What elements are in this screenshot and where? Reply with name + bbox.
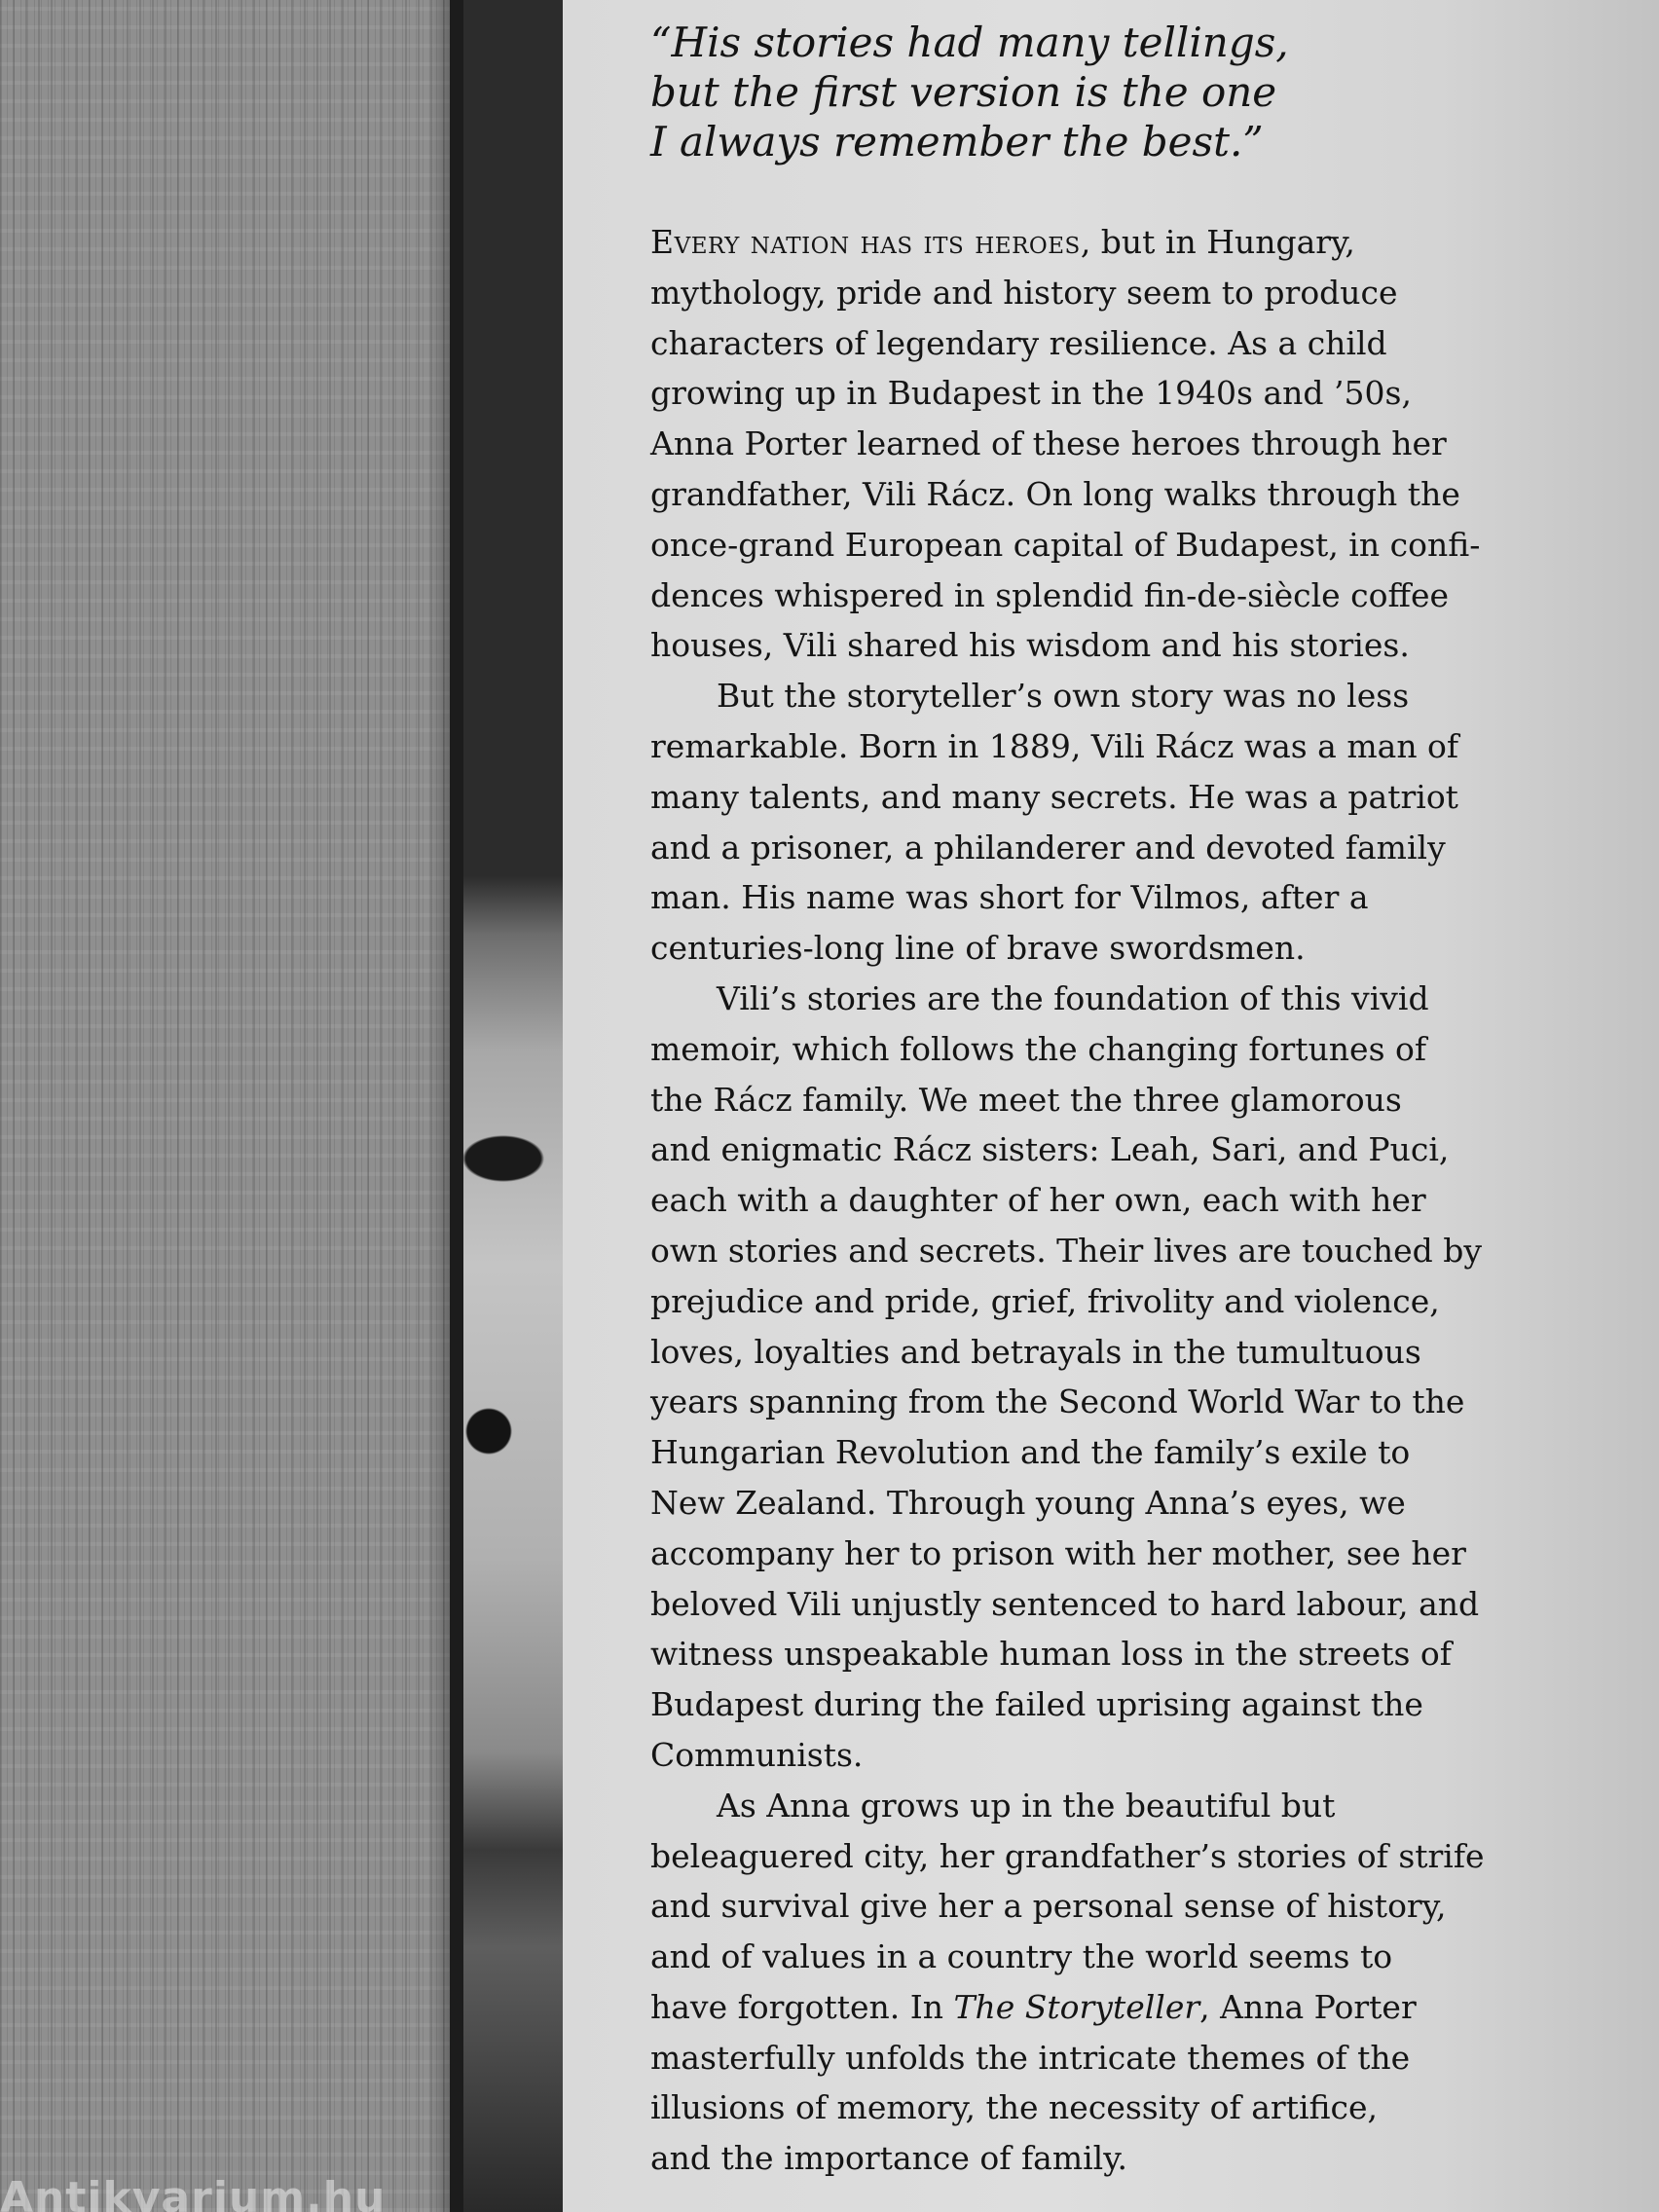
text-line: loves, loyalties and betrayals in the tumultuous xyxy=(650,1332,1421,1371)
text-line: dences whispered in splendid fin-de-siècle coffee xyxy=(650,575,1450,614)
text-line xyxy=(650,217,1527,268)
text-line: But the storyteller’s own story was no less xyxy=(717,677,1410,716)
text-line: characters of legendary resilience. As a child xyxy=(650,323,1387,362)
epigraph-line: “His stories had many tellings, xyxy=(650,18,1289,66)
text-line: memoir, which follows the changing fortunes of xyxy=(650,1029,1427,1068)
text-line: mythology, pride and history seem to produce xyxy=(650,273,1398,312)
text-line xyxy=(650,1982,1527,2033)
text-line: illusions of memory, the necessity of artifice, xyxy=(650,2088,1379,2127)
text-line: Budapest during the failed uprising against the xyxy=(650,1685,1423,1724)
paragraph-3 xyxy=(650,974,1527,1781)
text-line: Anna Porter learned of these heroes through her xyxy=(650,424,1447,463)
text-line: Hungarian Revolution and the family’s exile to xyxy=(650,1433,1411,1472)
text-line: witness unspeakable human loss in the streets of xyxy=(650,1635,1452,1674)
text-line: beloved Vili unjustly sentenced to hard labour, and xyxy=(650,1584,1480,1623)
text-line: years spanning from the Second World War to the xyxy=(650,1382,1465,1421)
text-line: remarkable. Born in 1889, Vili Rácz was a man of xyxy=(650,726,1459,765)
cover-board xyxy=(0,0,456,2212)
text-line: beleaguered city, her grandfather’s stories of strife xyxy=(650,1836,1485,1875)
text-line: once-grand European capital of Budapest, in confi- xyxy=(650,525,1481,564)
text-line: Vili’s stories are the foundation of this vivid xyxy=(717,978,1429,1017)
cover-photo-strip xyxy=(450,0,567,2212)
text-line: As Anna grows up in the beautiful but xyxy=(717,1786,1336,1825)
text-fragment: , Anna Porter xyxy=(1199,1987,1417,2026)
paragraph-1 xyxy=(650,217,1527,671)
text-line: and enigmatic Rácz sisters: Leah, Sari, and Puci, xyxy=(650,1130,1450,1169)
lead-smallcaps: Every nation has its heroes xyxy=(650,223,1081,261)
text-line: and a prisoner, a philanderer and devoted family xyxy=(650,828,1446,866)
text-line: the Rácz family. We meet the three glamorous xyxy=(650,1080,1402,1119)
lead-rest: , but in Hungary, xyxy=(1080,223,1355,261)
paragraph-4 xyxy=(650,1781,1527,2184)
text-line: growing up in Budapest in the 1940s and ’50s, xyxy=(650,374,1412,413)
epigraph-quote xyxy=(650,18,1527,166)
text-line: Communists. xyxy=(650,1735,864,1774)
text-line: houses, Vili shared his wisdom and his stories. xyxy=(650,626,1410,665)
text-fragment: have forgotten. In xyxy=(650,1987,954,2026)
text-line: many talents, and many secrets. He was a patriot xyxy=(650,777,1458,816)
watermark: Antikvarium.hu xyxy=(0,2173,387,2212)
text-line: centuries-long line of brave swordsmen. xyxy=(650,929,1306,968)
text-line: accompany her to prison with her mother, see her xyxy=(650,1533,1466,1572)
flap-text xyxy=(650,18,1527,2184)
text-line: and the importance of family. xyxy=(650,2139,1127,2178)
jacket-flap-page xyxy=(563,0,1659,2212)
text-line: New Zealand. Through young Anna’s eyes, we xyxy=(650,1483,1406,1522)
text-line: grandfather, Vili Rácz. On long walks through the xyxy=(650,474,1460,513)
book-title: The Storyteller xyxy=(953,1987,1200,2026)
text-line: and survival give her a personal sense of history, xyxy=(650,1887,1447,1926)
text-line: masterfully unfolds the intricate themes of the xyxy=(650,2038,1411,2077)
text-line: prejudice and pride, grief, frivolity and violence, xyxy=(650,1281,1440,1320)
text-line: man. His name was short for Vilmos, after a xyxy=(650,878,1369,917)
paragraph-2 xyxy=(650,671,1527,974)
epigraph-line: I always remember the best.” xyxy=(650,118,1264,166)
text-line: each with a daughter of her own, each with her xyxy=(650,1181,1426,1220)
epigraph-line: but the first version is the one xyxy=(650,68,1277,116)
text-line: own stories and secrets. Their lives are touched by xyxy=(650,1231,1482,1270)
text-line: and of values in a country the world seems to xyxy=(650,1937,1393,1976)
